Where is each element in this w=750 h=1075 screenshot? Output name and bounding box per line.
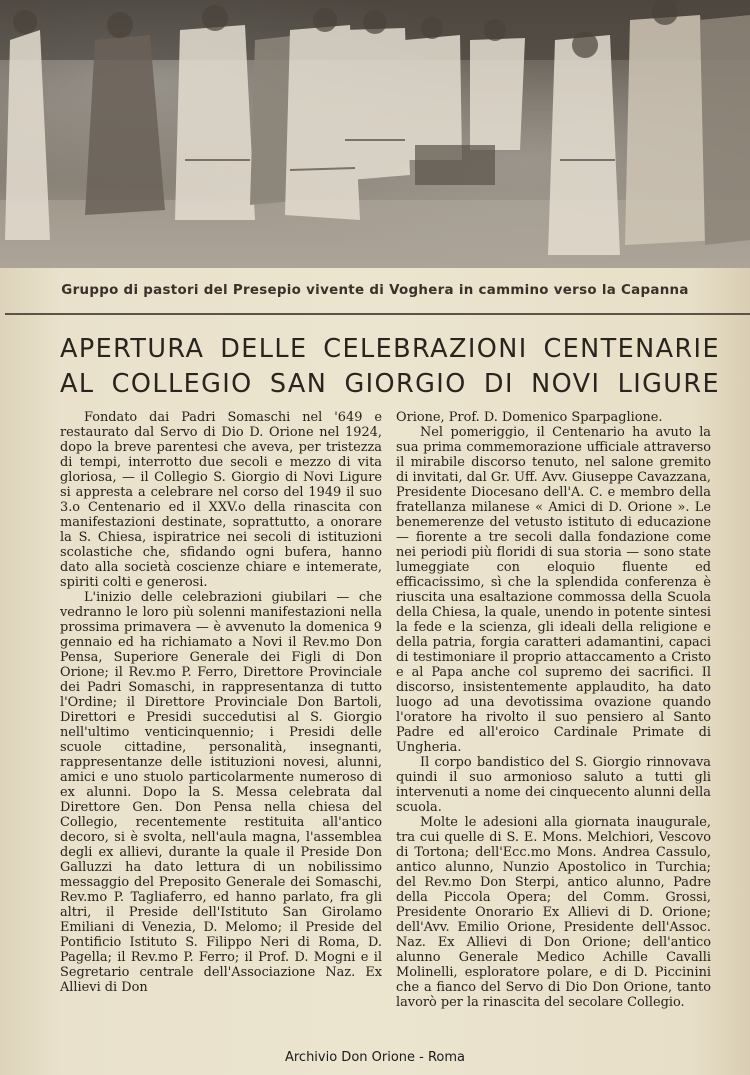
article-title-line-2: AL COLLEGIO SAN GIORGIO DI NOVI LIGURE <box>60 369 720 399</box>
right-paragraph-2: Nel pomeriggio, il Centenario ha avuto la sua prima commemorazione ufficiale attraverso il mirabile discorso tenuto, nel salone gremito di invitati, dal Gr. Uff. Avv. Giuseppe Cavazzana, Presidente Diocesano dell'A. C. e membro della fratellanza milanese « Amici di D. Orione ». Le benemerenze del vetusto istituto di educazione — fiorente a tre secoli dalla fondazione come nei periodi più floridi di sua storia — sono state lumeggiate con eloquio fluente ed efficacissimo, sì che la splendida conferenza è riuscita una esaltazione commossa della Scuola della Chiesa, la quale, unendo in potente sintesi la fede e la scienza, gli ideali della religione e della patria, forgia caratteri adamantini, capaci di testimoniare il proprio attaccamento a Cristo e al Papa anche col supremo dei sacrifici. Il discorso, insistentemente applaudito, ha dato luogo ad una devotissima ovazione quando l'oratore ha rivolto il suo pensiero al Santo Padre ed all'eroico Cardinale Primate di Ungheria. <box>396 425 711 755</box>
left-paragraph-1: Fondato dai Padri Somaschi nel '649 e restaurato dal Servo di Dio D. Orione nel 1924, dopo la breve parentesi che aveva, per tristezza di tempi, interrotto due secoli e mezzo di vita gloriosa, — il Collegio S. Giorgio di Novi Ligure si appresta a celebrare nel corso del 1949 il suo 3.o Centenario ed il XXV.o della rinascita con manifestazioni destinate, soprattutto, a onorare la S. Chiesa, ispiratrice nei secoli di istituzioni scolastiche che, sfidando ogni bufera, hanno dato alla società coscienze chiare e intemerate, spiriti colti e generosi. <box>60 410 382 590</box>
right-paragraph-3: Il corpo bandistico del S. Giorgio rinnovava quindi il suo armonioso saluto a tutti gli intervenuti a nome dei cinquecento alunni della scuola. <box>396 755 711 815</box>
section-divider <box>5 313 750 315</box>
archive-footer: Archivio Don Orione - Roma <box>284 1050 466 1065</box>
right-paragraph-1: Orione, Prof. D. Domenico Sparpaglione. <box>396 410 663 425</box>
photo-illustration <box>0 0 750 268</box>
photo-caption: Gruppo di pastori del Presepio vivente di Voghera in cammino verso la Capanna <box>61 283 689 298</box>
article-title-line-1: APERTURA DELLE CELEBRAZIONI CENTENARIE <box>60 334 720 364</box>
left-paragraph-2: L'inizio delle celebrazioni giubilari — che vedranno le loro più solenni manifestazioni nella prossima primavera — è avvenuto la domenica 9 gennaio ed ha richiamato a Novi il Rev.mo Don Pensa, Superiore Generale dei Figli di Don Orione; il Rev.mo P. Ferro, Direttore Provinciale dei Padri Somaschi, in rappresentanza di tutto l'Ordine; il Direttore Provinciale Don Bartoli, Direttori e Presidi succedutisi al S. Giorgio nell'ultimo venticinquennio; i Presidi delle scuole cittadine, personalità, insegnanti, rappresentanze delle istituzioni novesi, alunni, amici e uno stuolo particolarmente numeroso di ex alunni. Dopo la S. Messa celebrata dal Direttore Gen. Don Pensa nella chiesa del Collegio, recentemente restituita all'antico decoro, si è svolta, nell'aula magna, l'assemblea degli ex allievi, durante la quale il Preside Don Galluzzi ha dato lettura di un nobilissimo messaggio del Preposito Generale dei Somaschi, Rev.mo P. Tagliaferro, ed hanno parlato, fra gli altri, il Preside dell'Istituto San Girolamo Emiliani di Venezia, D. Melomo; il Preside del Pontificio Istituto S. Filippo Neri di Roma, D. Pagella; il Rev.mo P. Ferro; il Prof. D. Mogni e il Segretario centrale dell'Associazione Naz. Ex Allievi di Don <box>60 590 382 995</box>
right-paragraph-4: Molte le adesioni alla giornata inaugurale, tra cui quelle di S. E. Mons. Melchiori, Vescovo di Tortona; dell'Ecc.mo Mons. Andrea Cassulo, antico alunno, Nunzio Apostolico in Turchia; del Rev.mo Don Sterpi, antico alunno, Padre della Piccola Opera; del Comm. Grossi, Presidente Onorario Ex Allievi di D. Orione; dell'Avv. Emilio Orione, Presidente dell'Assoc. Naz. Ex Allievi di Don Orione; dell'antico alunno Generale Medico Achille Cavalli Molinelli, esploratore polare, e di D. Piccinini che a fianco del Servo di Dio Don Orione, tanto lavorò per la rinascita del secolare Collegio. <box>396 815 711 1010</box>
article-right-column <box>396 410 711 1010</box>
article-left-column <box>60 410 382 995</box>
nativity-procession-photo <box>0 0 750 268</box>
